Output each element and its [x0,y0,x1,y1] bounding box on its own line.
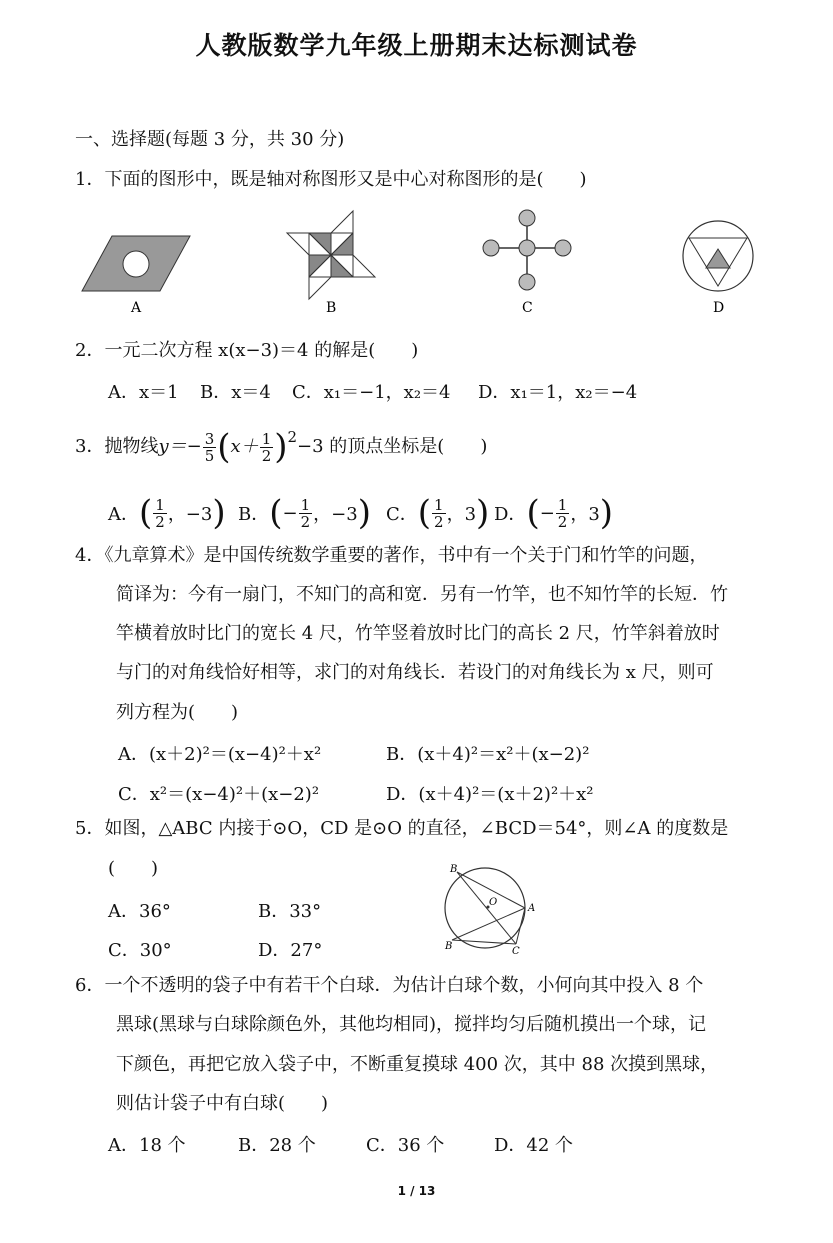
page-number: 1 / 13 [397,1184,436,1198]
q3-option-a-letter: A． [108,504,139,525]
q2-option-c[interactable]: C．x₁＝−1，x₂＝4 [292,382,451,403]
q3-option-c-num: 1 [434,495,444,514]
question-2-stem: 2．一元二次方程 x(x−3)＝4 的解是( ) [75,340,419,361]
question-4-line-5: 列方程为( ) [116,702,239,723]
q4-option-d[interactable]: D．(x＋4)²＝(x＋2)²＋x² [386,784,594,805]
question-1-stem: 1．下面的图形中，既是轴对称图形又是中心对称图形的是( ) [75,169,587,190]
q3-option-d[interactable]: D． ( − $\frac{1}{2}$ ，3 ) [494,493,614,533]
q2-option-a[interactable]: A．x＝1 [108,382,179,403]
q3-coef-den: 5 [204,446,215,465]
q5-option-a[interactable]: A．36° [108,901,171,922]
q3-option-d-num: 1 [557,495,568,514]
q3-option-d-frac [556,497,570,530]
fig5-label-c: C [512,946,520,957]
q5-option-b[interactable]: B．33° [258,901,322,922]
figure-a [82,236,190,316]
q3-num: 3．抛物线 [75,436,159,457]
q3-exp: 2 [287,428,298,446]
question-6-line-2: 黑球(黑球与白球除颜色外，其他均相同)，搅拌均匀后随机摸出一个球，记 [116,1014,707,1035]
q3-coef-num: 3 [204,429,215,448]
question-1-figures [75,200,775,325]
q3-option-b-second: ，−3 [313,504,358,525]
figure-c [483,210,571,316]
q5-option-d[interactable]: D．27° [258,940,323,961]
page-title: 人教版数学九年级上册期末达标测试卷 [195,31,638,60]
q4-option-b[interactable]: B．(x＋4)²＝x²＋(x−2)² [386,744,590,765]
question-5-circle-figure [432,858,547,958]
q6-option-b[interactable]: B．28 个 [238,1135,316,1156]
q3-option-c[interactable]: C． ( $\frac{1}{2}$ ，3 ) [386,493,490,533]
q3-option-a[interactable]: A． ( $\frac{1}{2}$ ，−3 ) [108,493,226,533]
question-4-line-3: 竿横着放时比门的宽长 4 尺，竹竿竖着放时比门的高长 2 尺，竹竿斜着放时 [116,623,720,644]
q3-option-c-second: ，3 [446,504,477,525]
fig5-label-a: A [528,903,536,914]
figure-label-a: A [131,300,142,316]
question-4-line-1: 4．《九章算术》是中国传统数学重要的著作，书中有一个关于门和竹竿的问题， [75,545,708,566]
question-5-stem: 5．如图，△ABC 内接于⊙O，CD 是⊙O 的直径，∠BCD＝54°，则∠A 的度数是 [75,818,729,839]
q3-option-c-letter: C． [386,504,418,525]
q2-option-b[interactable]: B．x＝4 [200,382,271,403]
section-heading: 一、选择题(每题 3 分，共 30 分) [75,129,345,150]
q3-option-a-den: 2 [155,512,165,531]
q3-xplus: x＋ [230,436,259,457]
question-3-stem: 3．抛物线 y＝− $\frac{3}{5}$ ( x＋ $\frac{1}{2}$ ) $^2$ −3 的顶点坐标是( ) [75,427,488,467]
q6-option-a[interactable]: A．18 个 [108,1135,186,1156]
q3-tail: −3 的顶点坐标是( ) [297,436,488,457]
fig5-label-o: O [489,897,498,908]
q3-option-b-frac [299,497,313,530]
q3-option-d-second: ，3 [570,504,600,525]
q3-half-num: 1 [261,429,272,448]
fig5-label-bottom-b: B [445,941,453,952]
question-4-line-2: 简译为：今有一扇门，不知门的高和宽．另有一竹竿，也不知竹竿的长短．竹 [116,584,728,605]
q3-option-c-frac [432,497,446,530]
figure-label-c: C [522,300,533,316]
q4-option-c[interactable]: C．x²＝(x−4)²＋(x−2)² [118,784,320,805]
figure-label-d: D [713,300,725,316]
question-6-line-3: 下颜色，再把它放入袋子中，不断重复摸球 400 次，其中 88 次摸到黑球， [116,1054,719,1075]
q6-option-d[interactable]: D．42 个 [494,1135,574,1156]
figure-b [287,211,375,316]
q4-option-a[interactable]: A．(x＋2)²＝(x−4)²＋x² [118,744,322,765]
question-4-line-4: 与门的对角线恰好相等，求门的对角线长．若设门的对角线长为 x 尺，则可 [116,662,714,683]
figure-d [683,221,753,316]
q2-option-d[interactable]: D．x₁＝1，x₂＝−4 [478,382,638,403]
q3-option-a-second: ，−3 [167,504,213,525]
q3-option-b[interactable]: B． ( − $\frac{1}{2}$ ，−3 ) [238,493,371,533]
q3-yeq: y＝− [158,436,202,457]
question-6-line-1: 6．一个不透明的袋子中有若干个白球．为估计白球个数，小何向其中投入 8 个 [75,975,704,996]
q3-option-d-sign: − [539,502,555,524]
q5-option-c[interactable]: C．30° [108,940,172,961]
q3-half-frac [260,431,274,464]
q3-option-d-letter: D． [494,504,527,525]
q3-option-d-den: 2 [557,512,568,531]
q3-option-c-den: 2 [434,512,444,531]
q3-option-a-num: 1 [155,495,165,514]
q3-option-a-frac [153,497,167,530]
q3-half-den: 2 [261,446,272,465]
q3-option-b-letter: B． [238,504,270,525]
figure-label-b: B [326,300,337,316]
question-5-paren: ( ) [108,858,159,879]
fig5-label-top-b: B [450,864,458,875]
q3-coef-frac [203,431,217,464]
q3-option-b-sign: − [282,502,298,524]
q3-option-b-num: 1 [300,495,311,514]
q3-option-b-den: 2 [300,512,311,531]
q6-option-c[interactable]: C．36 个 [366,1135,445,1156]
question-6-line-4: 则估计袋子中有白球( ) [116,1093,329,1114]
